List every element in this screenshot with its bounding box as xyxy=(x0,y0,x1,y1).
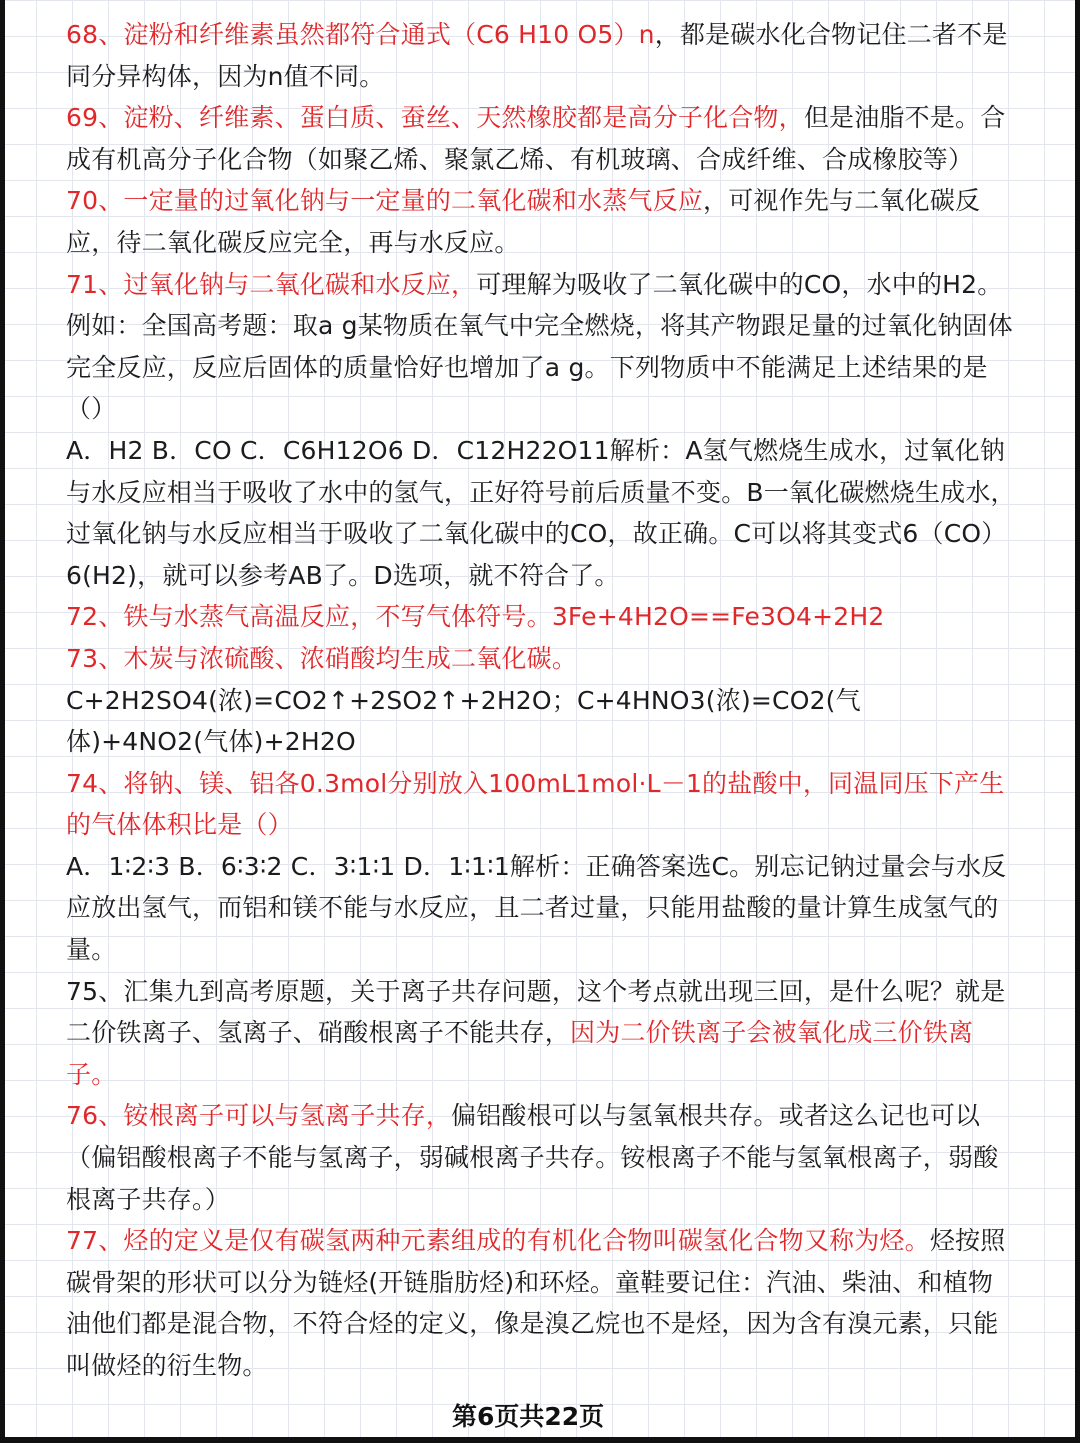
item-70-highlight: 70、一定量的过氧化钠与一定量的二氧化碳和水蒸气反应 xyxy=(66,186,704,216)
notes-content xyxy=(66,14,1016,1387)
item-74-answer: A．1∶2∶3 B．6∶3∶2 C．3∶1∶1 D．1∶1∶1解析：正确答案选C。别忘记钠过量会与水反应放出氢气，而铝和镁不能与水反应，且二者过量，只能用盐酸的量计算生成氢气的量。 xyxy=(66,851,1007,965)
item-71-highlight: 71、过氧化钠与二氧化碳和水反应， xyxy=(66,269,477,299)
item-75-highlight: 因为二价铁离子会被氧化成三价铁离子。 xyxy=(66,1018,974,1089)
item-76-text: 偏铝酸根可以与氢氧根共存。或者这么记也可以（偏铝酸根离子不能与氢离子，弱碱根离子共存。铵根离子不能与氢氧根离子，弱酸根离子共存。） xyxy=(66,1101,999,1214)
item-68-text: ，都是碳水化合物记住二者不是同分异构体，因为n值不同。 xyxy=(66,20,1008,91)
item-70 xyxy=(66,180,1016,263)
item-69 xyxy=(66,97,1016,180)
item-71-text: 可理解为吸收了二氧化碳中的CO，水中的H2。例如：全国高考题：取a g某物质在氧气中完全燃烧，将其产物跟足量的过氧化钠固体完全反应，反应后固体的质量恰好也增加了a g。下列物质中不能满足上述结果的是（） xyxy=(66,269,1013,424)
item-77 xyxy=(66,1220,1016,1386)
item-73-equation: C+2H2SO4(浓)=CO2↑+2SO2↑+2H2O；C+4HNO3(浓)=CO2(气体)+4NO2(气体)+2H2O xyxy=(66,685,861,757)
item-71-answer: A．H2 B．CO C．C6H12O6 D．C12H22O11解析：A氢气燃烧生成水，过氧化钠与水反应相当于吸收了水中的氢气，正好符号前后质量不变。B一氧化碳燃烧生成水，过氧化钠与水反应相当于吸收了二氧化碳中的CO，故正确。C可以将其变式6（CO）6(H2)，就可以参考AB了。D选项，就不符合了。 xyxy=(66,435,1016,590)
item-76-highlight: 76、铵根离子可以与氢离子共存， xyxy=(66,1101,452,1131)
item-68-highlight: 68、淀粉和纤维素虽然都符合通式（C6 H10 O5）n xyxy=(66,20,655,49)
item-74: 74、将钠、镁、铝各0.3mol分别放入100mL1mol·L－1的盐酸中，同温同压下产生的气体体积比是（） xyxy=(66,768,1005,840)
item-69-text: 但是油脂不是。合成有机高分子化合物（如聚乙烯、聚氯乙烯、有机玻璃、合成纤维、合成橡胶等） xyxy=(66,103,1006,174)
item-72: 72、铁与水蒸气高温反应，不写气体符号。3Fe+4H2O==Fe3O4+2H2 xyxy=(66,602,885,632)
item-68 xyxy=(66,14,1016,97)
page-number: 第6页共22页 xyxy=(452,1402,605,1431)
item-71 xyxy=(66,264,1016,430)
item-77-text: 烃按照碳骨架的形状可以分为链烃(开链脂肪烃)和环烃。童鞋要记住：汽油、柴油、和植物油他们都是混合物，不符合烃的定义，像是溴乙烷也不是烃，因为含有溴元素，只能叫做烃的衍生物。 xyxy=(66,1226,1006,1380)
item-75-text: 75、汇集九到高考原题，关于离子共存问题，这个考点就出现三回，是什么呢？就是二价铁离子、氢离子、硝酸根离子不能共存， xyxy=(66,976,1006,1048)
item-76 xyxy=(66,1095,1016,1220)
item-69-highlight: 69、淀粉、纤维素、蛋白质、蚕丝、天然橡胶都是高分子化合物， xyxy=(66,103,804,133)
item-70-text: ，可视作先与二氧化碳反应，待二氧化碳反应完全，再与水反应。 xyxy=(66,186,981,257)
item-77-highlight: 77、烃的定义是仅有碳氢两种元素组成的有机化合物叫碳氢化合物又称为烃。 xyxy=(66,1226,930,1256)
item-73: 73、木炭与浓硫酸、浓硝酸均生成二氧化碳。 xyxy=(66,643,578,673)
item-75 xyxy=(66,971,1016,1096)
